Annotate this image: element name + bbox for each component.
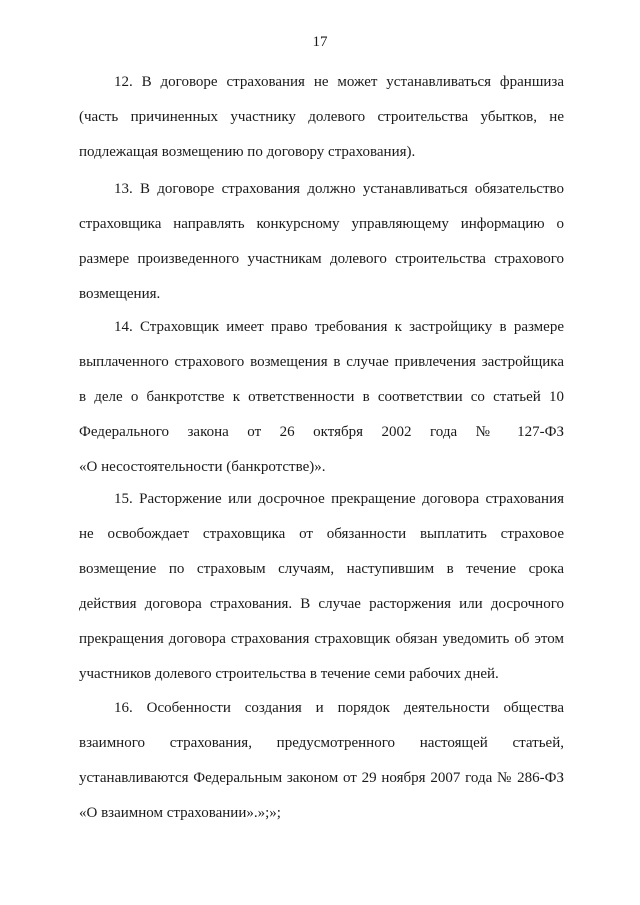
- paragraph-line: «О несостоятельности (банкротстве)».: [79, 459, 326, 475]
- paragraph-line: в деле о банкротстве к ответственности в соответствии со статьей 10: [79, 389, 564, 405]
- paragraph-line: подлежащая возмещению по договору страхования).: [79, 144, 416, 160]
- paragraph-12: [79, 72, 564, 177]
- paragraph-line: участников долевого строительства в течение семи рабочих дней.: [79, 666, 499, 682]
- paragraph-14: [79, 317, 564, 492]
- paragraph-line: взаимного страхования, предусмотренного настоящей статьей,: [79, 735, 564, 751]
- paragraph-line: 12. В договоре страхования не может устанавливаться франшиза: [114, 74, 564, 90]
- paragraph-line: возмещения.: [79, 286, 161, 302]
- paragraph-line: действия договора страхования. В случае расторжения или досрочного: [79, 596, 564, 612]
- paragraph-line: 15. Расторжение или досрочное прекращение договора страхования: [114, 491, 564, 507]
- paragraph-line: выплаченного страхового возмещения в случае привлечения застройщика: [79, 354, 564, 370]
- paragraph-16: [79, 698, 564, 838]
- paragraph-line: (часть причиненных участнику долевого строительства убытков, не: [79, 109, 564, 125]
- paragraph-line: «О взаимном страховании».»;»;: [79, 805, 281, 821]
- paragraph-line: прекращения договора страхования страховщик обязан уведомить об этом: [79, 631, 564, 647]
- paragraph-line: 14. Страховщик имеет право требования к застройщику в размере: [114, 319, 564, 335]
- paragraph-line: возмещение по страховым случаям, наступившим в течение срока: [79, 561, 564, 577]
- paragraph-line: не освобождает страховщика от обязанности выплатить страховое: [79, 526, 564, 542]
- paragraph-line: 16. Особенности создания и порядок деятельности общества: [114, 700, 564, 716]
- paragraph-15: [79, 489, 564, 699]
- paragraph-13: [79, 179, 564, 319]
- paragraph-line: страховщика направлять конкурсному управляющему информацию о: [79, 216, 564, 232]
- paragraph-line: устанавливаются Федеральным законом от 29 ноября 2007 года № 286-ФЗ: [79, 770, 564, 786]
- paragraph-line: Федерального закона от 26 октября 2002 года № 127-ФЗ: [79, 424, 564, 440]
- paragraph-line: 13. В договоре страхования должно устанавливаться обязательство: [114, 181, 564, 197]
- paragraph-line: размере произведенного участникам долевого строительства страхового: [79, 251, 564, 267]
- page-number: 17: [312, 34, 328, 50]
